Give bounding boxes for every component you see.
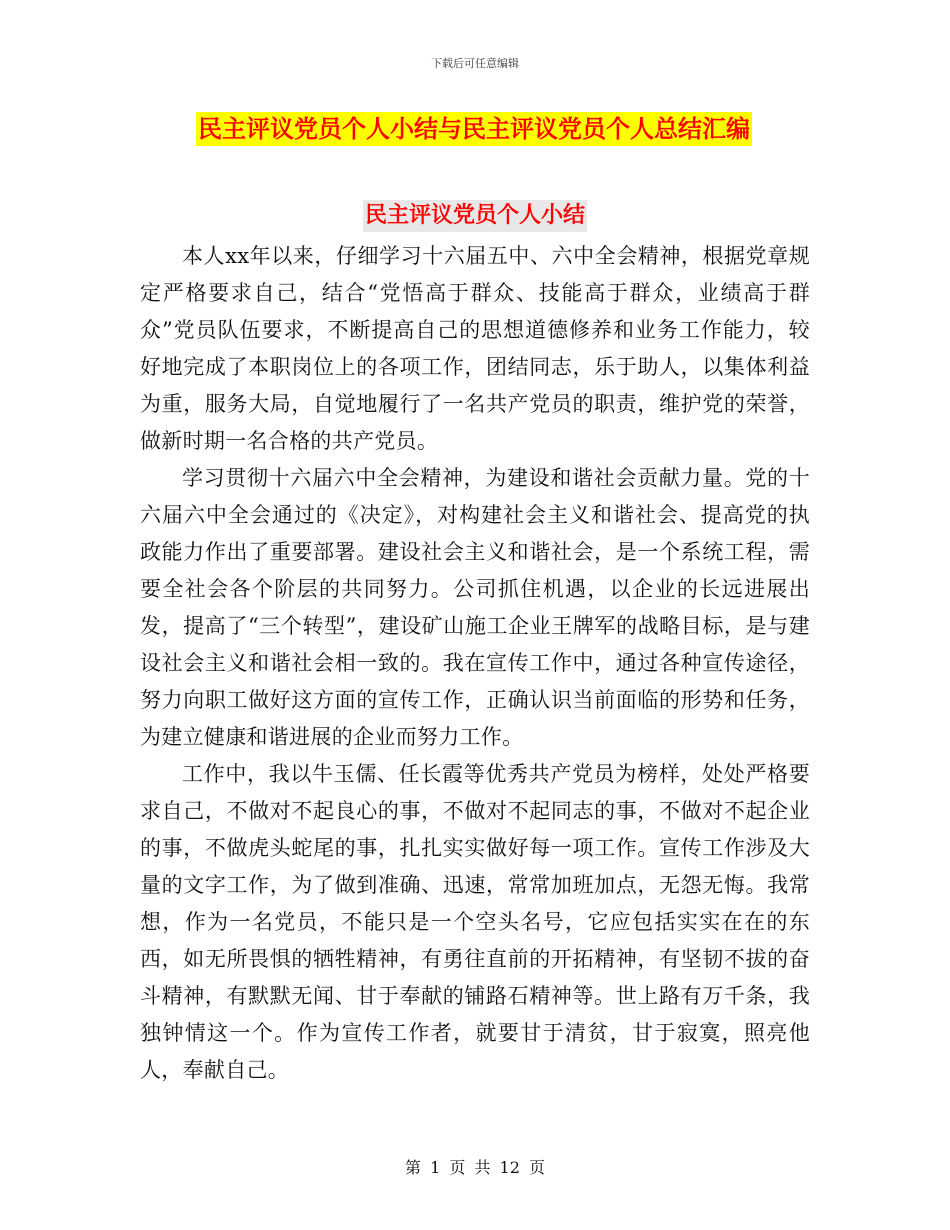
section-title-wrapper [0, 200, 950, 232]
document-body [140, 238, 810, 1089]
paragraph-3: 工作中，我以牛玉儒、任长霞等优秀共产党员为榜样，处处严格要求自己，不做对不起良心的事，不做对不起同志的事，不做对不起企业的事，不做虎头蛇尾的事，扎扎实实做好每一项工作。宣传工作涉及大量的文字工作，为了做到准确、迅速，常常加班加点，无怨无悔。我常想，作为一名党员，不能只是一个空头名号，它应包括实实在在的东西，如无所畏惧的牺牲精神，有勇往直前的开拓精神，有坚韧不拔的奋斗精神，有默默无闻、甘于奉献的铺路石精神等。世上路有万千条，我独钟情这一个。作为宣传工作者，就要甘于清贫，甘于寂寞，照亮他人，奉献自己。 [140, 762, 810, 1082]
paragraph-1: 本人xx年以来，仔细学习十六届五中、六中全会精神，根据党章规定严格要求自己，结合“党悟高于群众、技能高于群众，业绩高于群众”党员队伍要求，不断提高自己的思想道德修养和业务工作能力，较好地完成了本职岗位上的各项工作，团结同志，乐于助人，以集体利益为重，服务大局，自觉地履行了一名共产党员的职责，维护党的荣誉，做新时期一名合格的共产党员。 [140, 244, 810, 453]
header-note: 下载后可任意编辑 [431, 57, 519, 70]
page-footer: 第 1 页 共 12 页 [405, 1158, 545, 1177]
section-title: 民主评议党员个人小结 [363, 200, 587, 232]
paragraph-2: 学习贯彻十六届六中全会精神，为建设和谐社会贡献力量。党的十六届六中全会通过的《决定》，对构建社会主义和谐社会、提高党的执政能力作出了重要部署。建设社会主义和谐社会，是一个系统工程，需要全社会各个阶层的共同努力。公司抓住机遇，以企业的长远进展出发，提高了“三个转型”，建设矿山施工企业王牌军的战略目标，是与建设社会主义和谐社会相一致的。我在宣传工作中，通过各种宣传途径，努力向职工做好这方面的宣传工作，正确认识当前面临的形势和任务，为建立健康和谐进展的企业而努力工作。 [140, 466, 810, 749]
document-title: 民主评议党员个人小结与民主评议党员个人总结汇编 [196, 112, 752, 146]
